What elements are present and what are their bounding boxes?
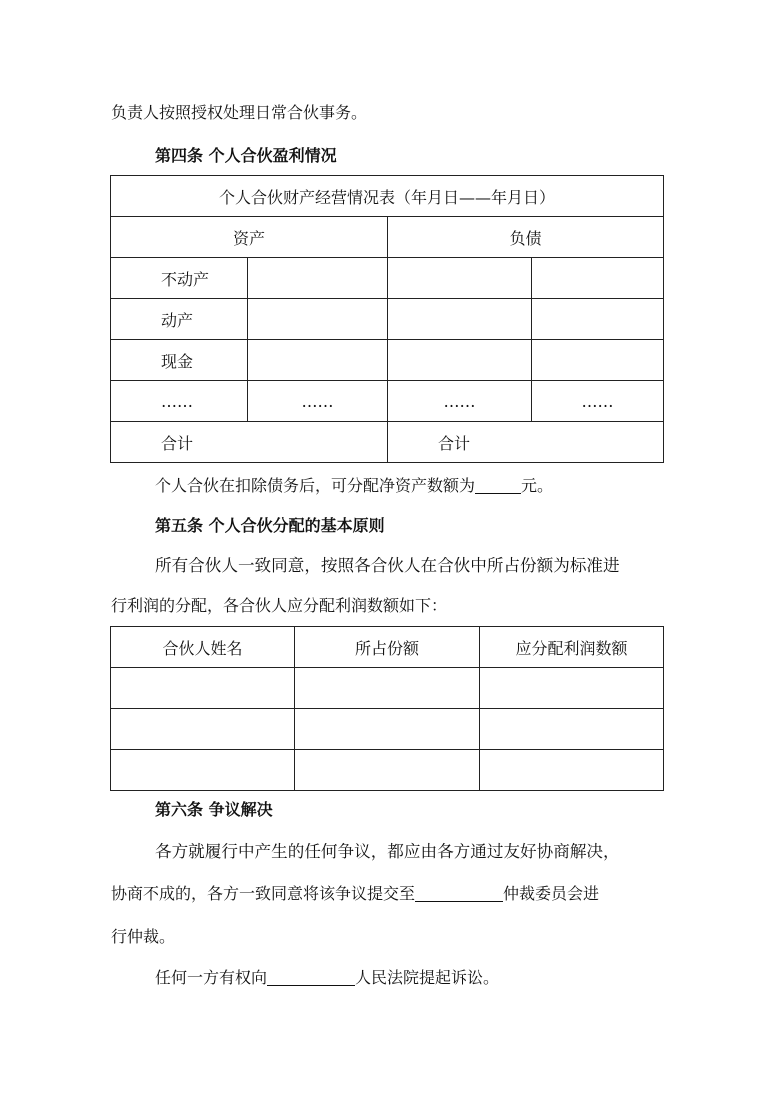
net-assets-text: 个人合伙在扣除债务后，可分配净资产数额为 — [155, 476, 476, 495]
table-cell — [532, 340, 664, 381]
table-cell: …… — [388, 381, 532, 422]
arbitration-suffix: 仲裁委员会进 — [503, 884, 600, 903]
paragraph-6-line-1: 各方就履行中产生的任何争议，都应由各方通过友好协商解决， — [155, 842, 620, 861]
table-cell — [111, 668, 295, 709]
header-partner-name: 合伙人姓名 — [111, 627, 295, 668]
table-cell: …… — [248, 381, 388, 422]
header-share: 所占份额 — [295, 627, 480, 668]
paragraph-6-line-2 — [111, 884, 599, 904]
court-blank — [267, 969, 355, 986]
arbitration-blank — [415, 885, 503, 902]
table-row — [111, 258, 664, 299]
table-cell — [480, 709, 664, 750]
table-cell — [295, 709, 480, 750]
total-right: 合计 — [388, 422, 664, 463]
row-label: 现金 — [111, 340, 248, 381]
assets-header: 资产 — [111, 217, 388, 258]
heading-article-5: 第五条 个人合伙分配的基本原则 — [155, 516, 385, 535]
net-assets-unit: 元。 — [521, 476, 554, 495]
paragraph-net-assets — [155, 476, 553, 496]
table1-title: 个人合伙财产经营情况表（年月日——年月日） — [111, 176, 664, 217]
table-cell — [295, 750, 480, 791]
court-suffix: 人民法院提起诉讼。 — [355, 968, 500, 987]
heading-article-4: 第四条 个人合伙盈利情况 — [155, 146, 337, 165]
header-profit-amount: 应分配利润数额 — [480, 627, 664, 668]
paragraph-6-line-4 — [155, 968, 499, 988]
paragraph-top: 负责人按照授权处理日常合伙事务。 — [111, 103, 368, 122]
table-cell — [388, 340, 532, 381]
table-row — [111, 340, 664, 381]
table-row — [111, 299, 664, 340]
total-left: 合计 — [111, 422, 388, 463]
row-label: …… — [111, 381, 248, 422]
court-text: 任何一方有权向 — [155, 968, 268, 987]
table-cell — [248, 299, 388, 340]
row-label: 不动产 — [111, 258, 248, 299]
table-cell — [532, 258, 664, 299]
table-row — [111, 668, 664, 709]
paragraph-5-line-1: 所有合伙人一致同意，按照各合伙人在合伙中所占份额为标准进 — [155, 556, 620, 575]
assets-liabilities-table — [110, 175, 664, 463]
table-row — [111, 750, 664, 791]
table-cell — [111, 750, 295, 791]
table-cell — [388, 299, 532, 340]
table-row — [111, 709, 664, 750]
row-label: 动产 — [111, 299, 248, 340]
paragraph-5-line-2: 行利润的分配，各合伙人应分配利润数额如下： — [111, 596, 448, 615]
liabilities-header: 负债 — [388, 217, 664, 258]
arbitration-text: 协商不成的，各方一致同意将该争议提交至 — [111, 884, 416, 903]
table-row — [111, 422, 664, 463]
paragraph-6-line-3: 行仲裁。 — [111, 927, 176, 946]
table-cell — [295, 668, 480, 709]
profit-distribution-table — [110, 626, 664, 791]
heading-article-6: 第六条 争议解决 — [155, 800, 273, 819]
table-cell — [388, 258, 532, 299]
table-cell: …… — [532, 381, 664, 422]
table-cell — [532, 299, 664, 340]
table-cell — [248, 258, 388, 299]
table-cell — [480, 750, 664, 791]
net-assets-blank — [475, 477, 521, 494]
table-cell — [111, 709, 295, 750]
table-cell — [248, 340, 388, 381]
table-row — [111, 381, 664, 422]
table-cell — [480, 668, 664, 709]
